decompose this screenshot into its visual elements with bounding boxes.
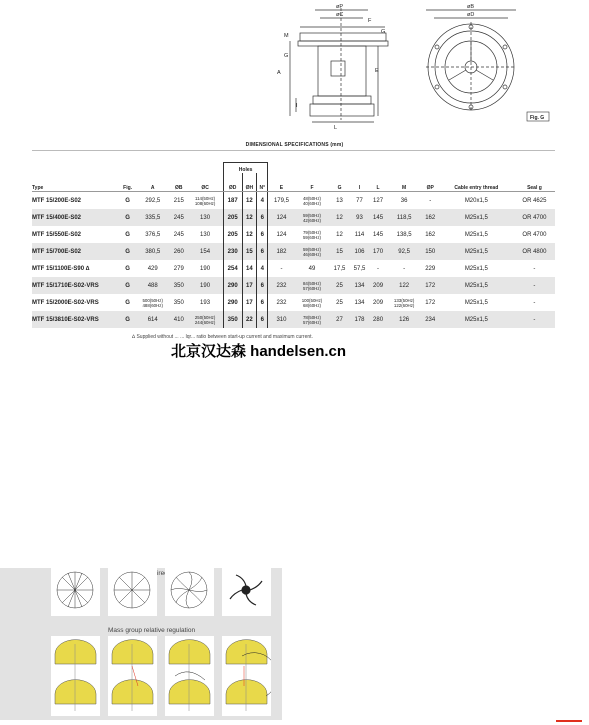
table-cell: 6 [257, 294, 268, 311]
table-cell: 17,5 [333, 265, 346, 272]
table-cell: 245 [173, 231, 184, 238]
table-cell: 6 [257, 226, 268, 243]
table-cell: 15 [242, 243, 257, 260]
table-cell: MTF 15/400E-S02 [32, 209, 120, 226]
table-cell: M25x1,5 [439, 243, 514, 260]
table-cell: 79(50Hz) 59(60Hz) [302, 229, 322, 240]
table-cell: 118,5 [387, 209, 422, 226]
holes-header: Holes [223, 163, 268, 174]
table-body [32, 192, 555, 329]
table-cell: 350 [223, 311, 242, 328]
table-cell: - [533, 265, 536, 272]
table-cell: 124 [268, 209, 295, 226]
table-cell: 350 [170, 277, 187, 294]
table-cell: 280 [369, 311, 386, 328]
column-header: F [294, 173, 329, 192]
label-p: øP [336, 4, 344, 10]
table-row [32, 294, 555, 311]
table-row [32, 243, 555, 260]
column-header: M [387, 173, 422, 192]
table-cell: - [533, 299, 536, 306]
table-cell: 114(50Hz) 108(60Hz) [194, 195, 216, 206]
table-cell: MTF 15/200E-S02 [32, 197, 82, 204]
table-cell: 77 [356, 197, 363, 204]
table-cell: M25x1,5 [439, 311, 514, 328]
column-header: I [350, 173, 370, 192]
table-cell: 145 [373, 231, 384, 238]
table-row [32, 209, 555, 226]
table-cell: 57,5 [353, 265, 366, 272]
table-cell: 230 [223, 243, 242, 260]
table-cell: 12 [242, 209, 257, 226]
table-cell: 162 [422, 209, 439, 226]
table-row [32, 277, 555, 294]
table-cell: MTF 15/2000E-S02-VRS [32, 299, 99, 306]
illustration-panel [0, 568, 282, 720]
table-cell: G [125, 231, 130, 238]
table-row [32, 226, 555, 243]
watermark: 北京汉达森 handelsen.cn [171, 343, 347, 360]
table-cell: 500(50Hz) 488(60Hz) [142, 297, 163, 308]
table-cell: 172 [425, 299, 436, 306]
table-cell: G [120, 209, 135, 226]
table-cell: 27 [330, 311, 350, 328]
table-cell: 250(50Hz) 244(60Hz) [187, 311, 223, 328]
table-cell: 6 [257, 311, 268, 328]
table-cell: 92,5 [387, 243, 422, 260]
technical-drawings [0, 0, 589, 135]
table-cell: M25x1,5 [464, 231, 488, 238]
mass-group-thumb-2 [108, 636, 157, 716]
table-cell: G [120, 277, 135, 294]
table-cell: 22 [242, 311, 257, 328]
table-cell: 134 [354, 299, 365, 306]
fig-label: Fig. G [530, 115, 545, 121]
table-cell: 126 [387, 311, 422, 328]
table-cell: 4 [257, 192, 268, 210]
column-header: ØD [223, 173, 242, 192]
table-cell: 380,5 [135, 243, 170, 260]
table-cell: 36 [400, 197, 408, 204]
column-header: Cable entry thread [439, 173, 514, 192]
label-c: øC [336, 12, 344, 18]
table-cell: 133(50Hz) 122(60Hz) [393, 297, 415, 308]
table-cell: 193 [200, 299, 211, 306]
table-cell: 12 [242, 226, 257, 243]
mass-group-title: Mass group relative regulation [108, 627, 196, 634]
table-cell: 410 [170, 311, 187, 328]
table-cell: MTF 15/3810E-S02-VRS [32, 311, 120, 328]
table-cell: 15 [330, 243, 350, 260]
table-cell: 232 [276, 299, 287, 306]
table-cell: MTF 15/550E-S02 [32, 231, 82, 238]
table-cell: MTF 15/1710E-S02-VRS [32, 277, 120, 294]
table-cell: G [125, 265, 130, 272]
table-row [32, 192, 555, 210]
force-line-thumb-2 [108, 563, 157, 616]
table-cell: 17 [242, 294, 257, 311]
label-i: I [296, 103, 298, 109]
table-cell: 114 [354, 231, 365, 238]
label-d: øD [467, 12, 475, 18]
table-cell: 138,5 [396, 231, 412, 238]
table-cell: 122 [387, 277, 422, 294]
force-line-thumb-3 [165, 563, 214, 616]
mass-group-thumb-4 [222, 636, 271, 716]
table-cell: M25x1,5 [464, 299, 488, 306]
table-cell: 209 [369, 277, 386, 294]
table-cell: - [403, 265, 406, 272]
footnote: ∆ Supplied without ... ... lqr... ratio between start-up current and maximum current. [132, 334, 313, 340]
table-cell: 229 [425, 265, 436, 272]
table-cell: 12 [336, 231, 343, 238]
table-cell: 25 [330, 277, 350, 294]
table-cell: G [120, 243, 135, 260]
table-cell: 6 [257, 209, 268, 226]
table-cell: 150 [422, 243, 439, 260]
table-cell: 254 [223, 260, 242, 277]
table-cell: 49 [308, 265, 316, 272]
table-cell: 209 [373, 299, 384, 306]
table-title: DIMENSIONAL SPECIFICATIONS (mm) [245, 142, 344, 148]
table-cell: M25x1,5 [439, 277, 514, 294]
table-cell: 232 [268, 277, 295, 294]
table-cell: 190 [187, 277, 223, 294]
table-cell: 172 [422, 277, 439, 294]
column-header: ØH [242, 173, 257, 192]
table-cell: 12 [242, 192, 257, 210]
table-cell: OR 4800 [514, 243, 555, 260]
side-view-drawing [290, 8, 388, 122]
table-cell: 124 [276, 231, 287, 238]
column-header: L [369, 173, 386, 192]
table-cell: 134 [350, 277, 370, 294]
table-cell: 12 [330, 209, 350, 226]
top-view-drawing [426, 10, 516, 112]
table-cell: 215 [173, 197, 184, 204]
table-cell: 335,5 [135, 209, 170, 226]
table-cell: 178 [350, 311, 370, 328]
column-header: ØB [170, 173, 187, 192]
table-cell: 205 [223, 226, 242, 243]
table-cell: 234 [422, 311, 439, 328]
column-header: E [268, 173, 295, 192]
table-cell: 488 [135, 277, 170, 294]
table-cell: 145 [369, 209, 386, 226]
top-view-labels [467, 4, 474, 18]
label-g-top: G [381, 29, 386, 35]
table-cell: 6 [257, 243, 268, 260]
label-a: A [277, 70, 281, 76]
table-cell: G [120, 311, 135, 328]
table-cell: 13 [336, 197, 343, 204]
column-header: Seal g [514, 173, 555, 192]
column-header: Fig. [120, 173, 135, 192]
table-cell: G [125, 197, 130, 204]
column-header-row [32, 173, 555, 192]
table-cell: 350 [173, 299, 184, 306]
column-header: ØP [422, 173, 439, 192]
table-cell: 179,5 [273, 197, 289, 204]
table-cell: OR 4700 [514, 209, 555, 226]
table-cell: - [429, 197, 432, 204]
table-cell: - [514, 277, 555, 294]
table-cell: 59(50Hz) 46(60Hz) [294, 243, 329, 260]
accent-bar [556, 720, 582, 722]
column-header: A [135, 173, 170, 192]
table-cell: 614 [135, 311, 170, 328]
table-cell: M20x1,5 [464, 197, 488, 204]
table-cell: 170 [369, 243, 386, 260]
table-cell: 100(50Hz) 68(60Hz) [301, 297, 323, 308]
column-header: Type [32, 173, 120, 192]
title-divider [32, 150, 555, 151]
table-cell: 376,5 [145, 231, 161, 238]
table-cell: 190 [200, 265, 211, 272]
table-cell: 25 [336, 299, 343, 306]
table-row [32, 260, 555, 277]
table-cell: 130 [187, 209, 223, 226]
table-cell: 48(50Hz) 40(60Hz) [302, 195, 322, 206]
label-l: L [334, 125, 338, 131]
label-b: øB [467, 4, 475, 10]
table-cell: 130 [200, 231, 211, 238]
label-m: M [284, 33, 289, 39]
label-g: G [284, 53, 289, 59]
table-cell: 6 [257, 277, 268, 294]
table-cell: 14 [242, 260, 257, 277]
mass-group-thumb-3 [165, 636, 214, 716]
table-cell: 78(50Hz) 57(60Hz) [294, 311, 329, 328]
table-cell: 292,5 [145, 197, 161, 204]
table-cell: 290 [223, 277, 242, 294]
table-cell: 4 [257, 260, 268, 277]
table-cell: 93 [350, 209, 370, 226]
table-cell: 182 [268, 243, 295, 260]
column-header: G [330, 173, 350, 192]
table-cell: M25x1,5 [439, 209, 514, 226]
table-cell: 162 [425, 231, 436, 238]
table-cell: 106 [350, 243, 370, 260]
mass-group-thumb-1 [51, 636, 100, 716]
table-row [32, 311, 555, 328]
table-cell: 290 [223, 294, 242, 311]
table-cell: 154 [187, 243, 223, 260]
table-cell: OR 4625 [522, 197, 547, 204]
table-cell: 205 [223, 209, 242, 226]
table-cell: 245 [170, 209, 187, 226]
column-header: ØC [187, 173, 223, 192]
table-cell: 17 [242, 277, 257, 294]
table-cell: 127 [373, 197, 384, 204]
table-cell: MTF 15/1100E-S90 ∆ [32, 265, 90, 272]
table-cell: OR 4700 [522, 231, 547, 238]
force-line-thumb-4 [222, 563, 271, 616]
table-cell: - [377, 265, 380, 272]
table-cell: 260 [170, 243, 187, 260]
table-cell: M25x1,5 [464, 265, 488, 272]
column-header: N° [257, 173, 268, 192]
dimension-table [32, 162, 555, 328]
table-cell: G [125, 299, 130, 306]
table-cell: 84(50Hz) 57(60Hz) [294, 277, 329, 294]
force-line-thumb-1 [51, 563, 100, 616]
label-f: F [368, 18, 372, 24]
table-cell: 187 [223, 192, 242, 210]
table-cell: MTF 15/700E-S02 [32, 243, 120, 260]
table-cell: - [280, 265, 283, 272]
label-e: E [375, 68, 379, 74]
table-cell: 59(50Hz) 42(60Hz) [294, 209, 329, 226]
table-cell: 429 [147, 265, 158, 272]
table-cell: 279 [173, 265, 184, 272]
table-cell: 310 [268, 311, 295, 328]
table-cell: - [514, 311, 555, 328]
